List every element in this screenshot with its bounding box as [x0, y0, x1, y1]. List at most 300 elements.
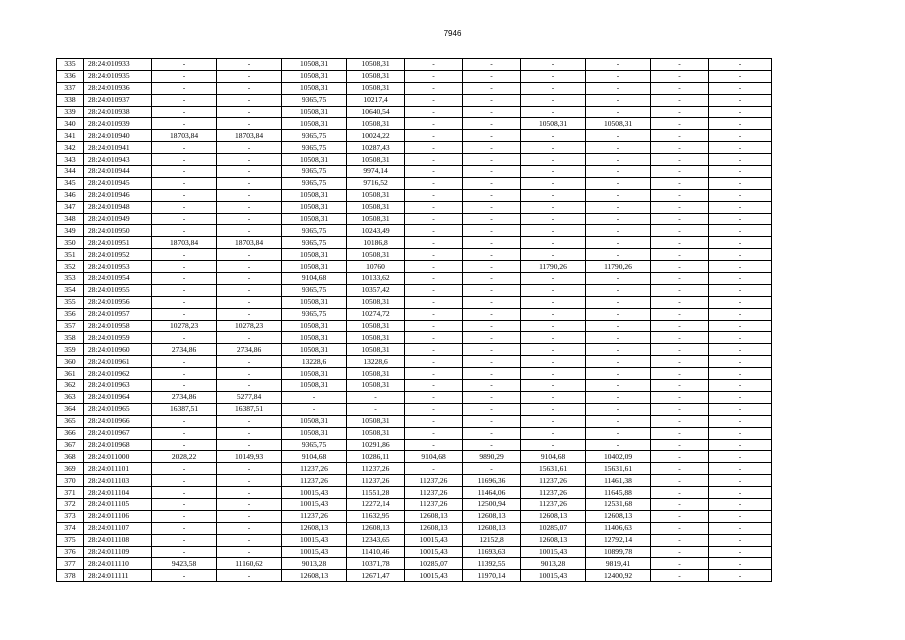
- table-row: [57, 59, 772, 71]
- cell-value-col-7: -: [405, 201, 463, 213]
- cell-value-col-6: -: [347, 391, 405, 403]
- cell-value-col-10: -: [586, 154, 651, 166]
- cell-value-col-4: 18703,84: [217, 237, 282, 249]
- cell-value-col-7: -: [405, 142, 463, 154]
- cell-value-col-6: 10640,54: [347, 106, 405, 118]
- cell-value-col-8: -: [463, 201, 521, 213]
- cell-value-col-11: -: [651, 380, 709, 392]
- cell-value-col-6: 9974,14: [347, 166, 405, 178]
- cell-value-col-5: 9104,68: [282, 273, 347, 285]
- cell-value-col-4: -: [217, 368, 282, 380]
- cell-value-col-9: 15631,61: [521, 463, 586, 475]
- cell-row-number: 365: [57, 415, 84, 427]
- table-row: [57, 308, 772, 320]
- cell-value-col-11: -: [651, 213, 709, 225]
- cell-value-col-5: 9365,75: [282, 94, 347, 106]
- cell-value-col-6: 10508,31: [347, 368, 405, 380]
- cell-row-number: 360: [57, 356, 84, 368]
- cell-value-col-10: -: [586, 70, 651, 82]
- cell-cadastral-number: 28:24:010966: [84, 415, 152, 427]
- cell-value-col-11: -: [651, 570, 709, 582]
- cell-value-col-7: -: [405, 189, 463, 201]
- cell-value-col-12: -: [709, 106, 772, 118]
- cell-cadastral-number: 28:24:010961: [84, 356, 152, 368]
- cell-cadastral-number: 28:24:010964: [84, 391, 152, 403]
- cell-value-col-11: -: [651, 273, 709, 285]
- cell-value-col-7: -: [405, 344, 463, 356]
- cell-value-col-3: -: [152, 166, 217, 178]
- cell-value-col-10: -: [586, 142, 651, 154]
- table-row: [57, 225, 772, 237]
- cell-value-col-5: 10508,31: [282, 415, 347, 427]
- cell-value-col-11: -: [651, 475, 709, 487]
- table-row: [57, 320, 772, 332]
- cell-value-col-5: 10508,31: [282, 189, 347, 201]
- cell-value-col-8: -: [463, 237, 521, 249]
- cell-value-col-12: -: [709, 118, 772, 130]
- cell-value-col-3: 16387,51: [152, 403, 217, 415]
- cell-value-col-12: -: [709, 82, 772, 94]
- cell-value-col-10: -: [586, 296, 651, 308]
- cell-value-col-12: -: [709, 142, 772, 154]
- cell-value-col-12: -: [709, 487, 772, 499]
- cell-value-col-10: -: [586, 403, 651, 415]
- cell-value-col-4: -: [217, 177, 282, 189]
- cell-value-col-11: -: [651, 189, 709, 201]
- cell-cadastral-number: 28:24:010936: [84, 82, 152, 94]
- cell-value-col-12: -: [709, 475, 772, 487]
- cell-value-col-7: -: [405, 356, 463, 368]
- cell-value-col-11: -: [651, 332, 709, 344]
- cell-value-col-11: -: [651, 296, 709, 308]
- cell-value-col-4: -: [217, 475, 282, 487]
- cell-value-col-8: 12608,13: [463, 510, 521, 522]
- cell-value-col-3: -: [152, 439, 217, 451]
- cell-value-col-4: -: [217, 70, 282, 82]
- cell-value-col-3: -: [152, 427, 217, 439]
- cell-value-col-7: -: [405, 177, 463, 189]
- cell-cadastral-number: 28:24:010949: [84, 213, 152, 225]
- cell-value-col-10: 10899,78: [586, 546, 651, 558]
- cell-row-number: 336: [57, 70, 84, 82]
- cell-value-col-11: -: [651, 284, 709, 296]
- cell-value-col-7: -: [405, 308, 463, 320]
- cell-value-col-3: -: [152, 510, 217, 522]
- table-row: [57, 380, 772, 392]
- cell-value-col-11: -: [651, 558, 709, 570]
- cell-value-col-8: 9890,29: [463, 451, 521, 463]
- cell-value-col-4: -: [217, 142, 282, 154]
- cell-value-col-3: -: [152, 463, 217, 475]
- cell-value-col-4: -: [217, 261, 282, 273]
- cell-value-col-11: -: [651, 427, 709, 439]
- cell-cadastral-number: 28:24:010968: [84, 439, 152, 451]
- cell-value-col-9: -: [521, 142, 586, 154]
- cell-value-col-9: 11237,26: [521, 475, 586, 487]
- cell-value-col-9: 10508,31: [521, 118, 586, 130]
- cell-value-col-4: -: [217, 249, 282, 261]
- cell-value-col-12: -: [709, 249, 772, 261]
- cell-value-col-11: -: [651, 166, 709, 178]
- cell-value-col-10: -: [586, 166, 651, 178]
- cell-value-col-12: -: [709, 94, 772, 106]
- cell-value-col-5: 10508,31: [282, 427, 347, 439]
- cell-value-col-11: -: [651, 463, 709, 475]
- cell-value-col-5: 10508,31: [282, 368, 347, 380]
- cell-value-col-3: -: [152, 94, 217, 106]
- cell-value-col-8: -: [463, 427, 521, 439]
- cell-value-col-8: -: [463, 70, 521, 82]
- cell-value-col-10: 12531,68: [586, 498, 651, 510]
- cell-value-col-11: -: [651, 320, 709, 332]
- cell-value-col-3: 10278,23: [152, 320, 217, 332]
- cell-value-col-4: -: [217, 570, 282, 582]
- cell-value-col-6: 12671,47: [347, 570, 405, 582]
- cell-value-col-7: -: [405, 463, 463, 475]
- cell-value-col-11: -: [651, 82, 709, 94]
- cell-value-col-5: 9365,75: [282, 130, 347, 142]
- cell-value-col-10: -: [586, 356, 651, 368]
- cell-value-col-5: 10508,31: [282, 106, 347, 118]
- cell-value-col-10: -: [586, 201, 651, 213]
- cell-value-col-6: 10287,43: [347, 142, 405, 154]
- cell-row-number: 368: [57, 451, 84, 463]
- cell-row-number: 361: [57, 368, 84, 380]
- cell-value-col-5: 9365,75: [282, 142, 347, 154]
- cell-value-col-7: 10285,07: [405, 558, 463, 570]
- cell-value-col-11: -: [651, 546, 709, 558]
- cell-row-number: 367: [57, 439, 84, 451]
- cell-value-col-9: -: [521, 320, 586, 332]
- cell-value-col-9: -: [521, 213, 586, 225]
- table-row: [57, 391, 772, 403]
- cell-value-col-11: -: [651, 142, 709, 154]
- cell-value-col-9: -: [521, 356, 586, 368]
- cell-value-col-9: -: [521, 177, 586, 189]
- cell-value-col-9: -: [521, 415, 586, 427]
- cell-value-col-12: -: [709, 308, 772, 320]
- cell-value-col-7: -: [405, 380, 463, 392]
- cell-value-col-3: -: [152, 356, 217, 368]
- cell-value-col-12: -: [709, 189, 772, 201]
- cell-value-col-11: -: [651, 106, 709, 118]
- table-row: [57, 403, 772, 415]
- cell-value-col-10: -: [586, 237, 651, 249]
- cell-value-col-5: 9365,75: [282, 166, 347, 178]
- cell-row-number: 364: [57, 403, 84, 415]
- cell-cadastral-number: 28:24:011109: [84, 546, 152, 558]
- cell-value-col-7: -: [405, 427, 463, 439]
- cell-value-col-9: -: [521, 201, 586, 213]
- cell-value-col-3: -: [152, 70, 217, 82]
- cell-value-col-7: -: [405, 403, 463, 415]
- cell-value-col-9: -: [521, 225, 586, 237]
- cell-value-col-10: -: [586, 368, 651, 380]
- cell-row-number: 378: [57, 570, 84, 582]
- cell-value-col-6: 10508,31: [347, 154, 405, 166]
- table-row: [57, 213, 772, 225]
- cell-value-col-12: -: [709, 427, 772, 439]
- cell-value-col-8: -: [463, 142, 521, 154]
- cell-row-number: 366: [57, 427, 84, 439]
- cell-value-col-3: -: [152, 142, 217, 154]
- cell-value-col-8: 12152,8: [463, 534, 521, 546]
- cell-row-number: 339: [57, 106, 84, 118]
- cell-value-col-4: -: [217, 498, 282, 510]
- cell-value-col-12: -: [709, 177, 772, 189]
- cell-value-col-10: -: [586, 308, 651, 320]
- cell-value-col-8: -: [463, 130, 521, 142]
- cell-value-col-6: 10133,62: [347, 273, 405, 285]
- cell-value-col-12: -: [709, 261, 772, 273]
- cell-value-col-11: -: [651, 225, 709, 237]
- cell-value-col-4: 11160,62: [217, 558, 282, 570]
- cell-value-col-10: 12792,14: [586, 534, 651, 546]
- cell-cadastral-number: 28:24:010957: [84, 308, 152, 320]
- cell-value-col-7: -: [405, 59, 463, 71]
- cell-cadastral-number: 28:24:010954: [84, 273, 152, 285]
- cell-value-col-7: -: [405, 70, 463, 82]
- cell-value-col-7: 9104,68: [405, 451, 463, 463]
- cell-value-col-6: 10760: [347, 261, 405, 273]
- cell-value-col-6: 10508,31: [347, 380, 405, 392]
- cell-value-col-10: -: [586, 213, 651, 225]
- cell-value-col-3: 9423,58: [152, 558, 217, 570]
- cell-value-col-8: -: [463, 332, 521, 344]
- cell-cadastral-number: 28:24:011101: [84, 463, 152, 475]
- cell-value-col-8: -: [463, 439, 521, 451]
- cell-value-col-11: -: [651, 522, 709, 534]
- cell-value-col-7: -: [405, 249, 463, 261]
- cell-value-col-6: 10274,72: [347, 308, 405, 320]
- cell-value-col-5: 10508,31: [282, 154, 347, 166]
- table-row: [57, 332, 772, 344]
- cell-value-col-9: -: [521, 380, 586, 392]
- cell-value-col-12: -: [709, 510, 772, 522]
- cell-value-col-6: 12608,13: [347, 522, 405, 534]
- cell-cadastral-number: 28:24:010951: [84, 237, 152, 249]
- table-row: [57, 70, 772, 82]
- cell-value-col-9: -: [521, 189, 586, 201]
- table-row: [57, 570, 772, 582]
- cell-value-col-6: 10508,31: [347, 320, 405, 332]
- cell-value-col-11: -: [651, 308, 709, 320]
- cell-value-col-6: 10357,42: [347, 284, 405, 296]
- table-row: [57, 118, 772, 130]
- cell-value-col-3: -: [152, 332, 217, 344]
- cell-value-col-11: -: [651, 118, 709, 130]
- cell-value-col-7: -: [405, 118, 463, 130]
- cell-value-col-8: -: [463, 273, 521, 285]
- cell-value-col-10: -: [586, 439, 651, 451]
- cell-value-col-5: 10508,31: [282, 344, 347, 356]
- cell-value-col-8: -: [463, 415, 521, 427]
- table-row: [57, 284, 772, 296]
- cell-value-col-3: -: [152, 522, 217, 534]
- cell-value-col-6: 10291,86: [347, 439, 405, 451]
- cell-value-col-8: 11693,63: [463, 546, 521, 558]
- cell-value-col-9: -: [521, 391, 586, 403]
- cell-value-col-7: -: [405, 320, 463, 332]
- table-row: [57, 296, 772, 308]
- cell-value-col-9: -: [521, 94, 586, 106]
- cell-row-number: 370: [57, 475, 84, 487]
- cell-value-col-3: -: [152, 261, 217, 273]
- cell-value-col-9: 10285,07: [521, 522, 586, 534]
- cell-value-col-4: -: [217, 308, 282, 320]
- cell-value-col-10: -: [586, 284, 651, 296]
- cell-value-col-10: -: [586, 320, 651, 332]
- cell-value-col-9: -: [521, 82, 586, 94]
- page-number: 7946: [443, 29, 462, 38]
- cell-row-number: 354: [57, 284, 84, 296]
- cell-value-col-5: 9365,75: [282, 177, 347, 189]
- cell-value-col-12: -: [709, 213, 772, 225]
- cell-value-col-3: -: [152, 82, 217, 94]
- cell-value-col-6: -: [347, 403, 405, 415]
- cell-row-number: 346: [57, 189, 84, 201]
- cell-value-col-3: 2734,86: [152, 344, 217, 356]
- table-row: [57, 189, 772, 201]
- cell-cadastral-number: 28:24:010945: [84, 177, 152, 189]
- table-row: [57, 546, 772, 558]
- cell-cadastral-number: 28:24:010944: [84, 166, 152, 178]
- cell-value-col-7: -: [405, 166, 463, 178]
- cell-row-number: 372: [57, 498, 84, 510]
- cell-value-col-3: -: [152, 249, 217, 261]
- cell-value-col-8: 12500,94: [463, 498, 521, 510]
- table-row: [57, 130, 772, 142]
- cell-value-col-5: 10508,31: [282, 261, 347, 273]
- table-row: [57, 344, 772, 356]
- cell-value-col-6: 10508,31: [347, 59, 405, 71]
- cell-value-col-5: 9365,75: [282, 225, 347, 237]
- cell-cadastral-number: 28:24:010937: [84, 94, 152, 106]
- cell-cadastral-number: 28:24:010935: [84, 70, 152, 82]
- cell-value-col-7: -: [405, 225, 463, 237]
- cell-value-col-9: -: [521, 284, 586, 296]
- cell-value-col-12: -: [709, 320, 772, 332]
- table-row: [57, 368, 772, 380]
- cell-value-col-4: -: [217, 439, 282, 451]
- cell-cadastral-number: 28:24:010952: [84, 249, 152, 261]
- cell-value-col-12: -: [709, 332, 772, 344]
- cell-value-col-10: 11461,38: [586, 475, 651, 487]
- table-row: [57, 522, 772, 534]
- cell-value-col-3: -: [152, 570, 217, 582]
- cell-value-col-11: -: [651, 415, 709, 427]
- cell-value-col-4: -: [217, 415, 282, 427]
- cell-value-col-4: -: [217, 332, 282, 344]
- cell-value-col-12: -: [709, 284, 772, 296]
- cell-value-col-11: -: [651, 510, 709, 522]
- cell-row-number: 347: [57, 201, 84, 213]
- table-row: [57, 475, 772, 487]
- cell-value-col-10: -: [586, 391, 651, 403]
- cell-value-col-7: -: [405, 82, 463, 94]
- cell-value-col-6: 10508,31: [347, 70, 405, 82]
- table-row: [57, 177, 772, 189]
- table-row: [57, 451, 772, 463]
- cell-cadastral-number: 28:24:011103: [84, 475, 152, 487]
- cell-row-number: 344: [57, 166, 84, 178]
- cell-value-col-10: 12608,13: [586, 510, 651, 522]
- cell-value-col-6: 10508,31: [347, 332, 405, 344]
- cell-value-col-3: -: [152, 213, 217, 225]
- cell-value-col-3: 2734,86: [152, 391, 217, 403]
- cell-value-col-12: -: [709, 344, 772, 356]
- cell-value-col-8: -: [463, 284, 521, 296]
- cell-value-col-5: 9365,75: [282, 284, 347, 296]
- cell-value-col-4: -: [217, 522, 282, 534]
- cell-value-col-6: 10243,49: [347, 225, 405, 237]
- cell-cadastral-number: 28:24:011108: [84, 534, 152, 546]
- table-row: [57, 82, 772, 94]
- cell-row-number: 355: [57, 296, 84, 308]
- cell-value-col-6: 11237,26: [347, 463, 405, 475]
- cell-value-col-6: 10508,31: [347, 344, 405, 356]
- cell-value-col-3: -: [152, 225, 217, 237]
- cell-value-col-9: -: [521, 106, 586, 118]
- table-row: [57, 94, 772, 106]
- cell-row-number: 359: [57, 344, 84, 356]
- cell-value-col-5: -: [282, 403, 347, 415]
- cell-value-col-5: 13228,6: [282, 356, 347, 368]
- cell-value-col-4: -: [217, 510, 282, 522]
- cell-cadastral-number: 28:24:011111: [84, 570, 152, 582]
- cell-value-col-6: 10508,31: [347, 213, 405, 225]
- cell-value-col-7: -: [405, 439, 463, 451]
- cell-row-number: 337: [57, 82, 84, 94]
- cell-value-col-5: 10015,43: [282, 534, 347, 546]
- cell-value-col-4: -: [217, 273, 282, 285]
- cell-row-number: 369: [57, 463, 84, 475]
- cell-value-col-4: -: [217, 59, 282, 71]
- cell-value-col-4: -: [217, 94, 282, 106]
- cell-row-number: 352: [57, 261, 84, 273]
- cell-value-col-7: -: [405, 391, 463, 403]
- cell-value-col-8: -: [463, 106, 521, 118]
- cell-value-col-4: -: [217, 284, 282, 296]
- cell-value-col-5: 11237,26: [282, 510, 347, 522]
- cell-value-col-8: -: [463, 261, 521, 273]
- cell-value-col-8: -: [463, 380, 521, 392]
- cell-value-col-9: 9013,28: [521, 558, 586, 570]
- cell-value-col-8: 11696,36: [463, 475, 521, 487]
- cell-value-col-9: -: [521, 59, 586, 71]
- cell-value-col-9: -: [521, 237, 586, 249]
- cell-value-col-8: -: [463, 356, 521, 368]
- table-row: [57, 261, 772, 273]
- cell-cadastral-number: 28:24:010939: [84, 118, 152, 130]
- cell-value-col-9: -: [521, 344, 586, 356]
- cell-value-col-9: 10015,43: [521, 546, 586, 558]
- cell-value-col-9: 10015,43: [521, 570, 586, 582]
- cell-row-number: 358: [57, 332, 84, 344]
- cell-value-col-6: 13228,6: [347, 356, 405, 368]
- cell-row-number: 374: [57, 522, 84, 534]
- cell-value-col-11: -: [651, 59, 709, 71]
- cell-value-col-3: -: [152, 415, 217, 427]
- cell-value-col-8: -: [463, 368, 521, 380]
- cell-row-number: 356: [57, 308, 84, 320]
- cell-value-col-8: -: [463, 308, 521, 320]
- cell-value-col-12: -: [709, 70, 772, 82]
- cell-value-col-7: -: [405, 94, 463, 106]
- cell-value-col-4: 16387,51: [217, 403, 282, 415]
- cell-value-col-7: 10015,43: [405, 546, 463, 558]
- cell-value-col-9: -: [521, 403, 586, 415]
